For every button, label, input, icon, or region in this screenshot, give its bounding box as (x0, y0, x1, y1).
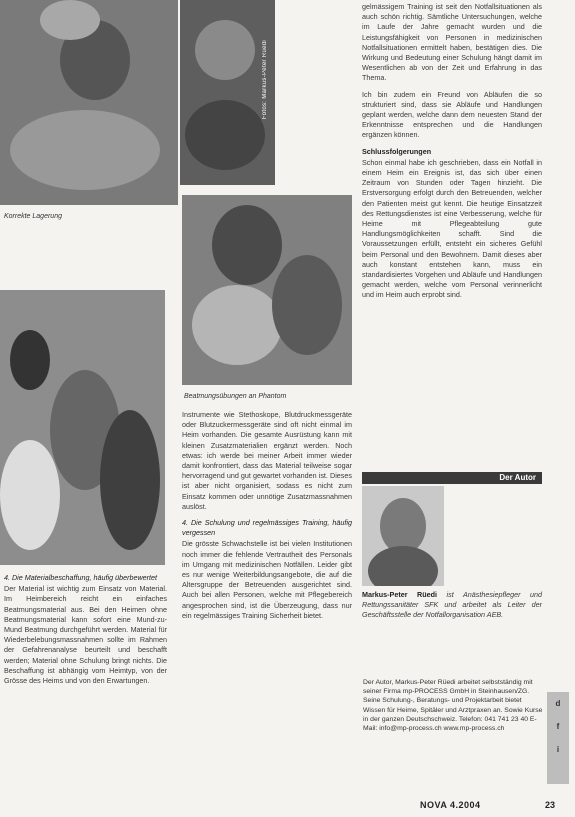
paragraph-right-3: Schon einmal habe ich geschrieben, dass ein Notfall in einem Heim ein Ereignis ist, das sich über einen Zeitraum von Stunden oder Tagen hinzieht. Die Erstversorgung erfolgt durch den Betreuenden, welcher den Patienten meist gut kennt. Die heutige Einsatzzeit des Rettungsdienstes ist eine Verbesserung, welche für Heime mit Pflegeabteilung gute Handlungsmöglichkeiten schafft. Sind die Voraussetzungen erfüllt, entsteht ein sicheres Gefühl beim Personal und den Bewohnern. Damit dieses aber auch konstant entstehen kann, muss ein standardisiertes Vorgehen und Abläufe und Handlungen gemacht werden, welche vom Personal verinnerlicht und im Heim auch erprobt sind. (362, 157, 542, 300)
photo-gruppe (0, 290, 165, 565)
author-bio (362, 590, 542, 621)
article-column-left (4, 573, 167, 692)
section-heading-schulung: 4. Die Schulung und regelmässiges Training, häufig vergessen (182, 518, 352, 538)
caption-lagerung: Korrekte Lagerung (4, 213, 62, 220)
paragraph-right-1: gelmässigem Training ist seit den Notfallsituationen als auch schön richtig. Sämtliche Untersuchungen, welche im Laufe der Jahre gemacht wurden und die Leistungsfähigkeit von Personen in medizinischen Notfallsituationen ermittelt haben, bestätigen dies. Die Wirkung und Bedeutung einer Schulung hängt damit im Wesentlichen ab von der Zeit und Erfahrung in das Thema. (362, 2, 542, 83)
tab-lang-i[interactable]: i (556, 745, 560, 754)
paragraph-material: Der Material ist wichtig zum Einsatz von Material. Im Heimbereich reicht ein einfaches Beatmungsmaterial aus. Bei den Heimen ohne Beatmungsmaterial kann sofort eine Mund-zu-Mund Beatmung durchgeführt werden. Material für Wiederbelebungsmassnahmen sollte im Rahmen der Gefahrenanalyse beurteilt und beschafft werden; Material ohne Schulung bringt nichts. Die Beschaffung ist abhängig vom Heimtyp, von der Grösse des Heims und von den Erwartungen. (4, 584, 167, 686)
author-portrait (362, 486, 444, 586)
author-description: ist Anästhesiepfleger und Rettungssanitäter SFK und arbeitet als Leiter der Geschäftsstelle der Notfallorganisation AEB. (362, 590, 542, 620)
contact-box: Der Autor, Markus-Peter Rüedi arbeitet selbstständig mit seiner Firma mp-PROCESS GmbH in Steinhausen/ZG. Seine Schulung-, Beratungs- und Projektarbeit bietet Wissen für Heime, Spitäler und Arztpraxen an. Sowie Kurse in der ganzen Deutschschweiz. Telefon: 041 741 23 40 E-Mail: info@mp-process.ch www.mp-process.ch (363, 679, 543, 733)
photo-credit: Fotos: Markus-Peter Rüedi (262, 40, 268, 120)
photo-beatmung-top (180, 0, 275, 185)
author-banner (362, 472, 542, 484)
photo-phantom (182, 195, 352, 385)
author-banner-label: Der Autor (499, 473, 536, 482)
tab-lang-f[interactable]: f (556, 722, 560, 731)
magazine-footer: NOVA 4.2004 (420, 800, 481, 810)
language-tabs (547, 692, 569, 784)
section-heading-schluss: Schlussfolgerungen (362, 146, 432, 156)
section-heading-material: 4. Die Materialbeschaffung, häufig überbewertet (4, 573, 158, 582)
article-column-right (362, 2, 542, 307)
author-name: Markus-Peter Rüedi (362, 590, 438, 599)
paragraph-middle-2: Die grösste Schwachstelle ist bei vielen Institutionen noch immer die fehlende Vertrautheit des Personals im Umgang mit medizinischen Notfällen. Leider gibt es nur wenige Weiterbildungsangebote, die auf die Altersgruppe der Betreuenden ausgerichtet sind. Auch bei allen Personen, welche mit Pflegebereich angesprochen sind, ist die Überzeugung, dass nur ein regelmässiges Training Sicherheit bietet. (182, 539, 352, 620)
article-column-middle (182, 410, 352, 627)
page-number: 23 (545, 800, 556, 810)
tab-lang-d[interactable]: d (555, 699, 561, 708)
photo-lagerung (0, 0, 178, 205)
paragraph-right-2: Ich bin zudem ein Freund von Abläufen die so strukturiert sind, dass sie Abläufe und Handlungen geplant werden, welche dann dem neuesten Stand der Erkenntnisse entsprechen und die Handlungen ergänzen können. (362, 89, 542, 140)
caption-phantom: Beatmungsübungen an Phantom (184, 393, 287, 400)
paragraph-middle-1: Instrumente wie Stethoskope, Blutdruckmessgeräte oder Blutzuckermessgeräte sind oft nicht einmal im Heim vorhanden. Die gesamte Ausrüstung kann mit kleinen Zusatzmaterialien ergänzt werden. Noch etwas: ich werde bei meiner Arbeit immer wieder damit konfrontiert, dass das Material teilweise sogar hervorragend und gut gewartet vorhanden ist. Dieses ist aber nicht organisiert, sodass es nicht zum Einsatz kommen oder unnötige Zusatzmassnahmen auslöst. (182, 410, 352, 511)
